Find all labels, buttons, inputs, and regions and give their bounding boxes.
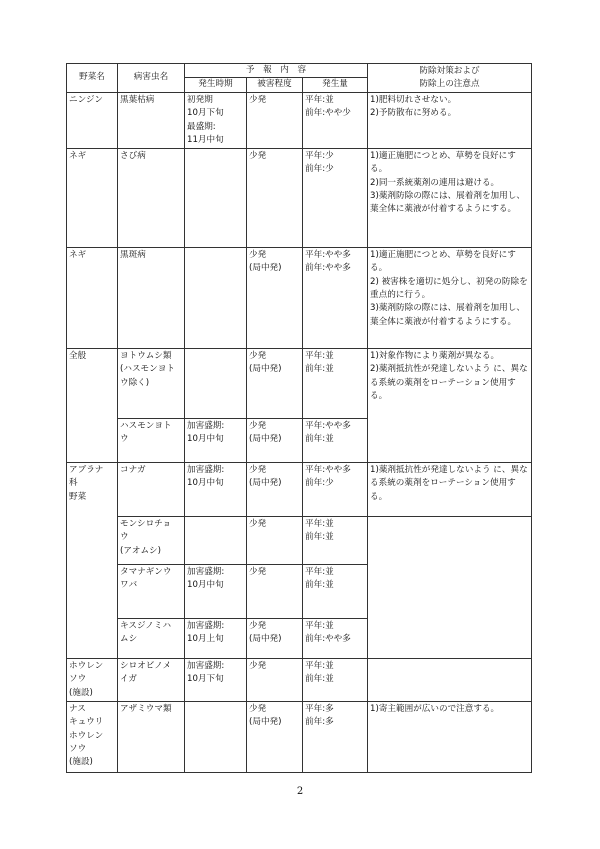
cell-measures (368, 658, 532, 701)
cell-time (185, 348, 247, 418)
table-row (67, 247, 532, 348)
cell-vegetable: 全般 (67, 348, 118, 462)
cell-damage: 少発 (247, 564, 303, 618)
cell-pest: アザミウマ類 (118, 701, 185, 772)
cell-pest: 黒斑病 (118, 247, 185, 348)
cell-vegetable: ニンジン (67, 92, 118, 148)
cell-damage: 少発 (局中発) (247, 348, 303, 418)
cell-damage: 少発 (局中発) (247, 618, 303, 658)
cell-amount: 平年:並 前年:並 (303, 348, 368, 418)
cell-pest: コナガ (118, 462, 185, 516)
header-vegetable: 野菜名 (67, 64, 118, 93)
cell-time: 初発期 10月下旬 最盛期: 11月中旬 (185, 92, 247, 148)
cell-measures: 1)対象作物により薬剤が異なる。 2)薬剤抵抗性が発達しないよう に、異なる系統の薬剤をローテーション使用する。 (368, 348, 532, 462)
table-row (67, 701, 532, 772)
cell-amount: 平年:並 前年:やや多 (303, 618, 368, 658)
cell-amount: 平年:並 前年:やや少 (303, 92, 368, 148)
cell-amount: 平年:並 前年:並 (303, 516, 368, 564)
cell-measures (368, 516, 532, 658)
cell-time: 加害盛期: 10月中旬 (185, 418, 247, 462)
header-pest: 病害虫名 (118, 64, 185, 93)
header-forecast: 予 報 内 容 (185, 64, 368, 78)
cell-damage: 少発 (247, 658, 303, 701)
table-row (67, 462, 532, 516)
header-time: 発生時期 (185, 78, 247, 92)
cell-time (185, 148, 247, 247)
cell-amount: 平年:やや多 前年:少 (303, 462, 368, 516)
cell-damage: 少発 (247, 516, 303, 564)
header-amount: 発生量 (303, 78, 368, 92)
header-measures: 防除対策および 防除上の注意点 (368, 64, 532, 93)
cell-measures: 1)寄主範囲が広いので注意する。 (368, 701, 532, 772)
cell-vegetable: ナス キュウリ ホウレン ソウ (施設) (67, 701, 118, 772)
cell-vegetable: アブラナ 科 野菜 (67, 462, 118, 658)
cell-time: 加害盛期: 10月上旬 (185, 618, 247, 658)
cell-pest: キスジノミハ ムシ (118, 618, 185, 658)
cell-measures: 1)適正施肥につとめ、草勢を良好にする。 2)同一系統薬剤の連用は避ける。 3)薬剤防除の際には、展着剤を加用し、葉全体に薬液が付着するようにする。 (368, 148, 532, 247)
cell-vegetable: ネギ (67, 247, 118, 348)
cell-amount: 平年:並 前年:並 (303, 564, 368, 618)
cell-damage: 少発 (247, 92, 303, 148)
cell-amount: 平年:やや多 前年:やや多 (303, 247, 368, 348)
cell-pest: 黒葉枯病 (118, 92, 185, 148)
page-number: 2 (296, 786, 304, 797)
table-row (67, 348, 532, 418)
table-row (67, 148, 532, 247)
cell-time: 加害盛期: 10月下旬 (185, 658, 247, 701)
cell-damage: 少発 (局中発) (247, 418, 303, 462)
cell-pest: タマナギンウ ワバ (118, 564, 185, 618)
cell-time (185, 701, 247, 772)
cell-pest: シロオビノメ イガ (118, 658, 185, 701)
cell-pest: モンシロチョ ウ (アオムシ) (118, 516, 185, 564)
cell-measures: 1)薬剤抵抗性が発達しないよう に、異なる系統の薬剤をローテーション使用する。 (368, 462, 532, 516)
cell-pest: ハスモンヨト ウ (118, 418, 185, 462)
cell-time (185, 516, 247, 564)
table-row (67, 92, 532, 148)
cell-amount: 平年:多 前年:多 (303, 701, 368, 772)
cell-amount: 平年:並 前年:並 (303, 658, 368, 701)
cell-time (185, 247, 247, 348)
cell-amount: 平年:少 前年:少 (303, 148, 368, 247)
cell-vegetable: ホウレン ソウ (施設) (67, 658, 118, 701)
cell-vegetable: ネギ (67, 148, 118, 247)
cell-damage: 少発 (247, 148, 303, 247)
cell-time: 加害盛期: 10月中旬 (185, 462, 247, 516)
cell-pest: ヨトウムシ類 (ハスモンヨト ウ除く) (118, 348, 185, 418)
cell-pest: さび病 (118, 148, 185, 247)
cell-amount: 平年:やや多 前年:並 (303, 418, 368, 462)
pest-forecast-table (66, 63, 532, 773)
cell-damage: 少発 (局中発) (247, 462, 303, 516)
cell-measures: 1)肥料切れさせない。 2)予防散布に努める。 (368, 92, 532, 148)
cell-damage: 少発 (局中発) (247, 701, 303, 772)
header-damage: 被害程度 (247, 78, 303, 92)
cell-measures: 1)適正施肥につとめ、草勢を良好にする。 2) 被害株を適切に処分し、初発の防除を重点的に行う。 3)薬剤防除の際には、展着剤を加用し、葉全体に薬液が付着するようにする。 (368, 247, 532, 348)
cell-time: 加害盛期: 10月中旬 (185, 564, 247, 618)
cell-damage: 少発 (局中発) (247, 247, 303, 348)
table-row (67, 516, 532, 564)
table-row (67, 658, 532, 701)
